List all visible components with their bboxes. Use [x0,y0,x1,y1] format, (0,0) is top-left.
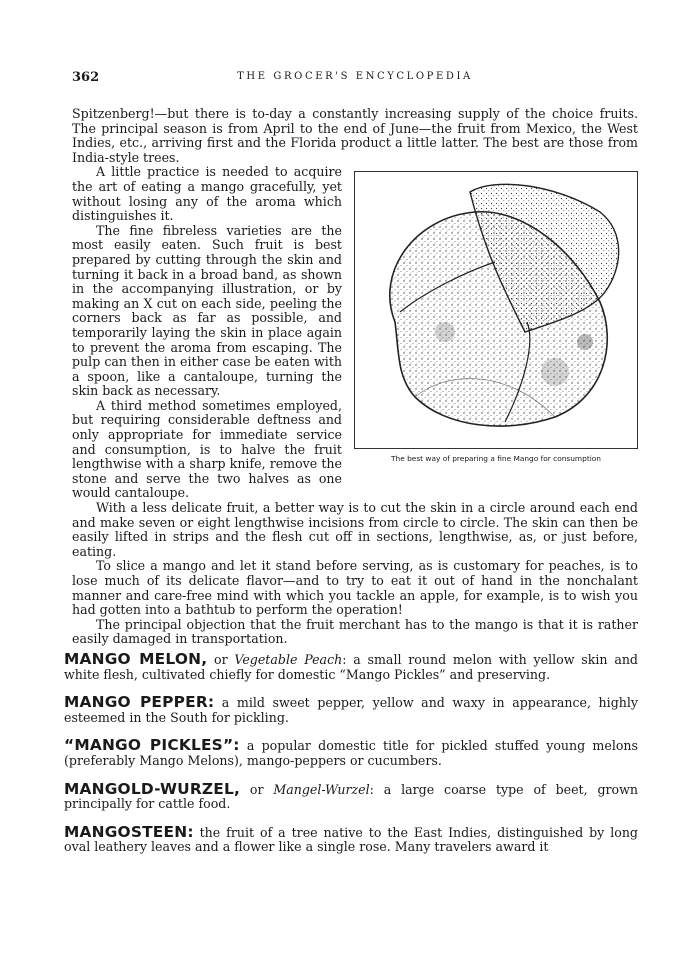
entry-mangosteen [64,822,638,855]
entry-definition: a popular domestic title for pickled stuffed young melons (preferably Mango Melons), mango-peppers or cucumbers. [64,738,638,768]
entry-mango-pickles [64,738,638,768]
entry-alt-name: Mangel-Wurzel [273,781,370,797]
entry-mangold-wurzel [64,779,638,812]
entry-joiner: or [240,781,274,797]
paragraph-1: Spitzenberg!—but there is to-day a constantly increasing supply of the choice fruits. The principal season is from April to the end of June—the fruit from Mexico, the West Indies, etc., arriving first and the Florida product a little latter. The best are those from India-style trees. [72,106,638,165]
entry-term: MANGO PEPPER: [64,693,215,712]
paragraph-7: The principal objection that the fruit merchant has to the mango is that it is rather easily damaged in transportation. [72,616,638,647]
entry-joiner: or [207,652,235,667]
entry-mango-melon [64,652,638,682]
mango-figure [354,171,638,471]
entry-alt-name: Vegetable Peach [234,652,343,667]
paragraph-2: A little practice is needed to acquire the art of eating a mango gracefully, yet without losing any of the aroma which distinguishes it. [72,164,342,224]
paragraph-4: A third method sometimes employed, but requiring considerable deftness and only appropriate for immediate service and consumption, is to halve the fruit lengthwise with a sharp knife, remove the stone and serve the two halves as one would cantaloupe. [72,397,342,501]
entry-definition: the fruit of a tree native to the East Indies, distinguished by long oval leathery leaves and a flower like a single rose. Many travelers award it [64,824,638,855]
dictionary-entries [64,652,638,868]
running-head: THE GROCER'S ENCYCLOPEDIA [237,71,473,82]
paragraph-3: The fine fibreless varieties are the most easily eaten. Such fruit is best prepared by cutting through the skin and turning it back in a broad band, as shown in the accompanying illustration, or by making an X cut on each side, peeling the corners back as far as possible, and temporarily laying the skin in place again to prevent the aroma from escaping. The pulp can then in either case be eaten with a spoon, like a cantaloupe, turning the skin back as necessary. [72,222,342,399]
paragraph-6: To slice a mango and let it stand before serving, as is customary for peaches, is to lose much of its delicate flavor—and to try to eat it out of hand in the nonchalant manner and care-free mind with which you tackle an apple, for example, is to wish you had gotten into a bathtub to perform the operation! [72,558,638,618]
page-number: 362 [72,70,100,85]
page-header [72,70,638,86]
mango-drawing [355,172,637,448]
article-body [72,107,638,647]
entry-term: MANGO MELON, [64,650,208,668]
entry-term: MANGOSTEEN: [64,822,194,841]
entry-term: “MANGO PICKLES”: [64,736,240,755]
entry-definition: : a small round melon with yellow skin and white flesh, cultivated chiefly for domestic “Mango Pickles” and preserving. [64,652,638,682]
figure-caption: The best way of preparing a fine Mango for consumption [391,454,601,464]
entry-term: MANGOLD-WURZEL, [64,779,241,798]
entry-definition: : a large coarse type of beet, grown principally for cattle food. [64,781,638,812]
entry-definition: a mild sweet pepper, yellow and waxy in appearance, highly esteemed in the South for pickling. [64,695,639,725]
entry-mango-pepper [64,695,638,725]
mango-illustration [354,171,638,449]
paragraph-5: With a less delicate fruit, a better way is to cut the skin in a circle around each end and make seven or eight lengthwise incisions from circle to circle. The skin can then be easily lifted in strips and the flesh cut off in sections, lengthwise, as, or just before, eating. [72,500,638,559]
